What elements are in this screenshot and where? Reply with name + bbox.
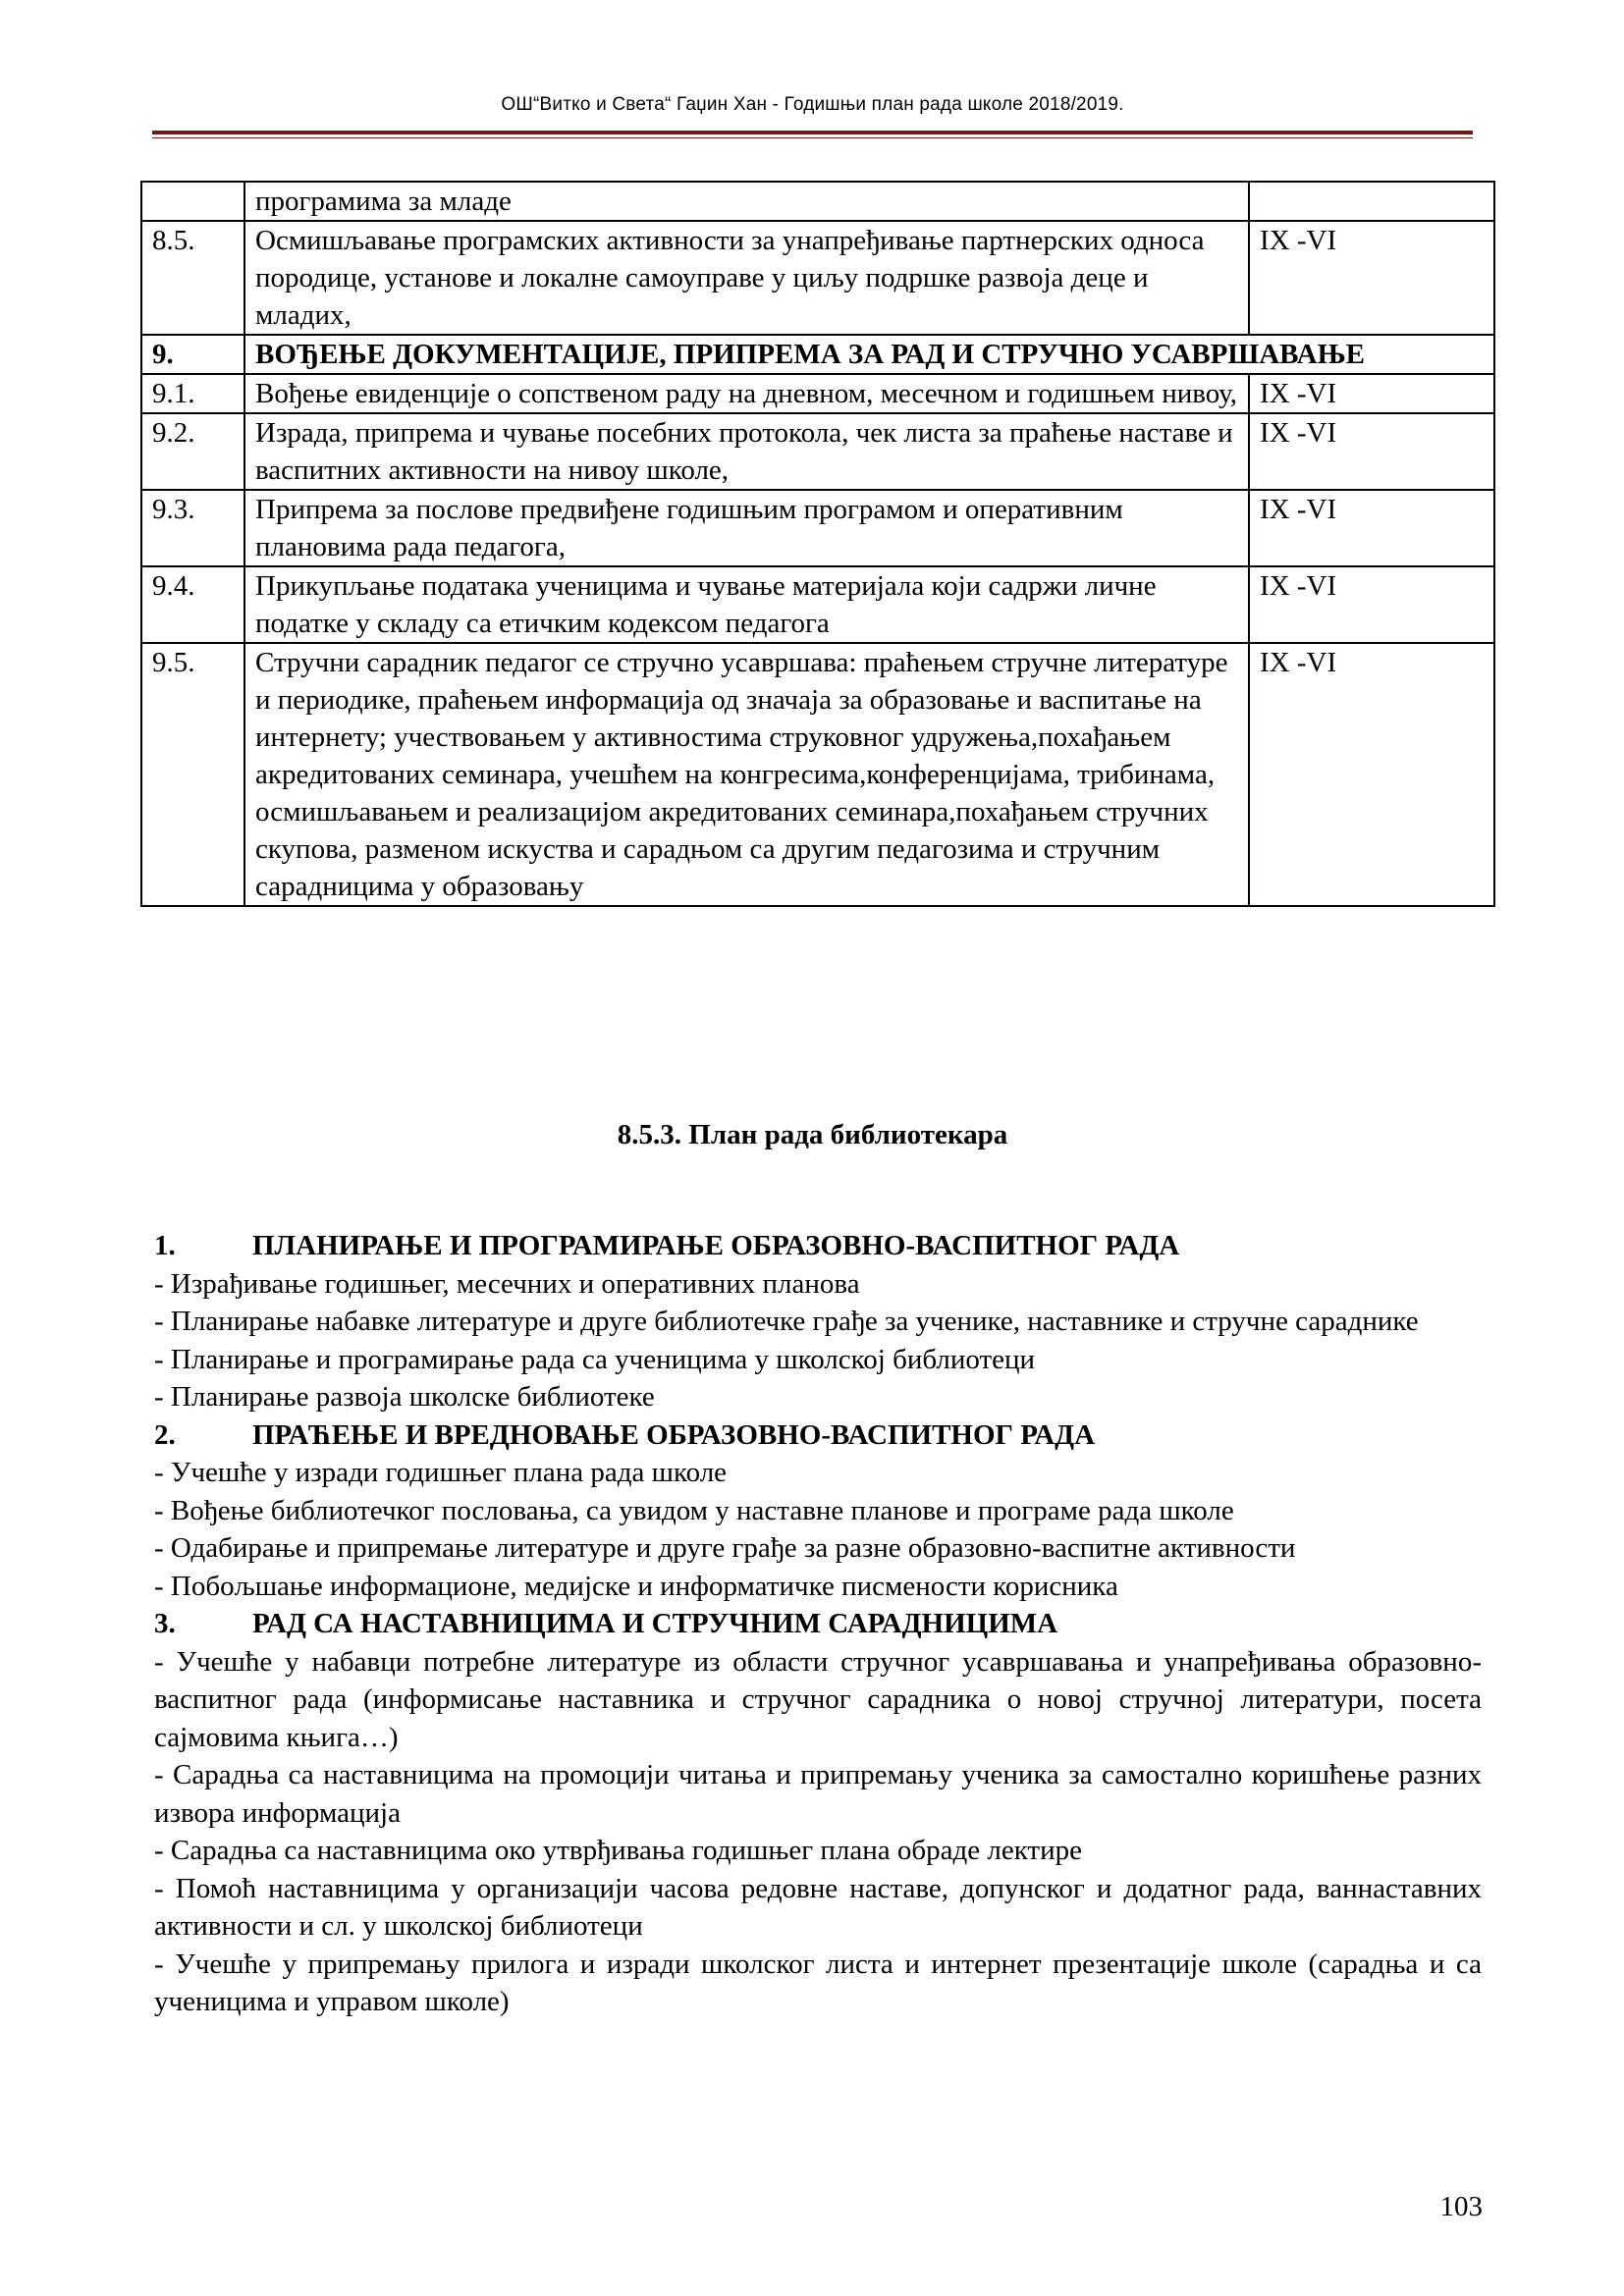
- list-item: - Учешће у припремању прилога и изради школског листа и интернет презентације школе (сарадња и са ученицима и управом школе): [154, 1948, 1482, 2017]
- header-rule-thick: [152, 131, 1473, 134]
- row-timeframe: IX -VI: [1249, 490, 1494, 566]
- row-number: [141, 182, 244, 221]
- row-timeframe: IX -VI: [1249, 566, 1494, 643]
- row-timeframe: IX -VI: [1249, 413, 1494, 490]
- row-timeframe: IX -VI: [1249, 643, 1494, 906]
- table-row: [141, 566, 1494, 643]
- activity-table: [140, 181, 1495, 907]
- row-number: 9.2.: [141, 413, 244, 490]
- header-rule-thin: [152, 137, 1473, 138]
- list-item: - Одабирање и припремање литературе и друге грађе за разне образовно-васпитне активности: [154, 1532, 1296, 1564]
- heading-text: РАД СА НАСТАВНИЦИМА И СТРУЧНИМ САРАДНИЦИМА: [252, 1608, 1058, 1639]
- row-timeframe: IX -VI: [1249, 374, 1494, 413]
- row-number: 8.5.: [141, 221, 244, 335]
- list-item: - Вођење библиотечког пословања, са увидом у наставне планове и програме рада школе: [154, 1494, 1234, 1526]
- list-item: - Израђивање годишњег, месечних и оперативних планова: [154, 1267, 860, 1300]
- row-number: 9.1.: [141, 374, 244, 413]
- heading-planning: [154, 1227, 1482, 1265]
- heading-teachers: [154, 1605, 1482, 1643]
- row-activity: Припрема за послове предвиђене годишњим програмом и оперативним плановима рада педагога,: [244, 490, 1249, 566]
- list-item: - Планирање набавке литературе и друге библиотечке грађе за ученике, наставнике и стручне сараднике: [154, 1306, 1419, 1337]
- table-section-row: [141, 335, 1494, 374]
- row-number: 9.3.: [141, 490, 244, 566]
- list-item: - Планирање и програмирање рада са ученицима у школској библиотеци: [154, 1343, 1036, 1375]
- table-row: [141, 221, 1494, 335]
- running-header: ОШ“Витко и Света“ Гаџин Хан - Годишњи план рада школе 2018/2019.: [501, 94, 1124, 115]
- section-heading: ВОЂЕЊЕ ДОКУМЕНТАЦИЈЕ, ПРИПРЕМА ЗА РАД И СТРУЧНО УСАВРШАВАЊЕ: [244, 335, 1494, 374]
- row-activity: програмима за младе: [244, 182, 1249, 221]
- row-timeframe: IX -VI: [1249, 221, 1494, 335]
- heading-number: 2.: [154, 1418, 176, 1451]
- list-item: - Сарадња са наставницима на промоцији читања и припремању ученика за самостално коришћење разних извора информација: [154, 1759, 1482, 1829]
- table-row: [141, 374, 1494, 413]
- heading-monitoring: [154, 1416, 1482, 1455]
- heading-text: ПЛАНИРАЊЕ И ПРОГРАМИРАЊЕ ОБРАЗОВНО-ВАСПИТНОГ РАДА: [252, 1230, 1180, 1261]
- table-row: [141, 182, 1494, 221]
- row-activity: Стручни сарадник педагог се стручно усавршава: праћењем стручне литературе и периодике, праћењем информација од значаја за образовање и васпитање на интернету; учествовањем у активностима струковног удружења,похађањем акредитованих семинара, учешћем на конгресима,конференцијама, трибинама, осмишљавањем и реализацијом акредитованих семинара,похађањем стручних скупова, разменом искуства и сарадњом са другим педагозима и стручним сарадницима у образовању: [244, 643, 1249, 906]
- section-title: 8.5.3. План рада библиотекара: [617, 1119, 1008, 1150]
- row-activity: Вођење евиденције о сопственом раду на дневном, месечном и годишњем нивоу,: [244, 374, 1249, 413]
- librarian-plan-body: [154, 1227, 1482, 2021]
- row-timeframe: [1249, 182, 1494, 221]
- list-item: - Помоћ наставницима у организацији часова редовне наставе, допунског и додатног рада, ваннаставних активности и сл. у школској библиотеци: [154, 1872, 1482, 1942]
- list-item: - Побољшање информационе, медијске и информатичке писмености корисника: [154, 1570, 1118, 1602]
- page-number: 103: [1439, 2191, 1483, 2222]
- list-item: - Планирање развоја школске библиотеке: [154, 1381, 655, 1413]
- heading-text: ПРАЋЕЊЕ И ВРЕДНОВАЊЕ ОБРАЗОВНО-ВАСПИТНОГ РАДА: [252, 1418, 1096, 1451]
- row-activity: Израда, припрема и чување посебних протокола, чек листа за праћење наставе и васпитних активности на нивоу школе,: [244, 413, 1249, 490]
- section-number: 9.: [141, 335, 244, 374]
- row-activity: Прикупљање података ученицима и чување материјала који садржи личне податке у складу са етичким кодексом педагога: [244, 566, 1249, 643]
- table-row: [141, 643, 1494, 906]
- list-item: - Учешће у набавци потребне литературе из области стручног усавршавања и унапређивања образовно- васпитног рада (информисање наставника и стручног сарадника о новој стручној литератури, посета сајмовима књига…): [154, 1645, 1482, 1753]
- heading-number: 3.: [154, 1608, 176, 1639]
- list-item: - Учешће у изради годишњег плана рада школе: [154, 1457, 728, 1488]
- heading-number: 1.: [154, 1230, 176, 1261]
- list-item: - Сарадња са наставницима око утврђивања годишњег плана обраде лектире: [154, 1835, 1082, 1866]
- table-row: [141, 490, 1494, 566]
- table-row: [141, 413, 1494, 490]
- row-number: 9.5.: [141, 643, 244, 906]
- row-number: 9.4.: [141, 566, 244, 643]
- row-activity: Осмишљавање програмских активности за унапређивање партнерских односа породице, установе и локалне самоуправе у циљу подршке развоја деце и младих,: [244, 221, 1249, 335]
